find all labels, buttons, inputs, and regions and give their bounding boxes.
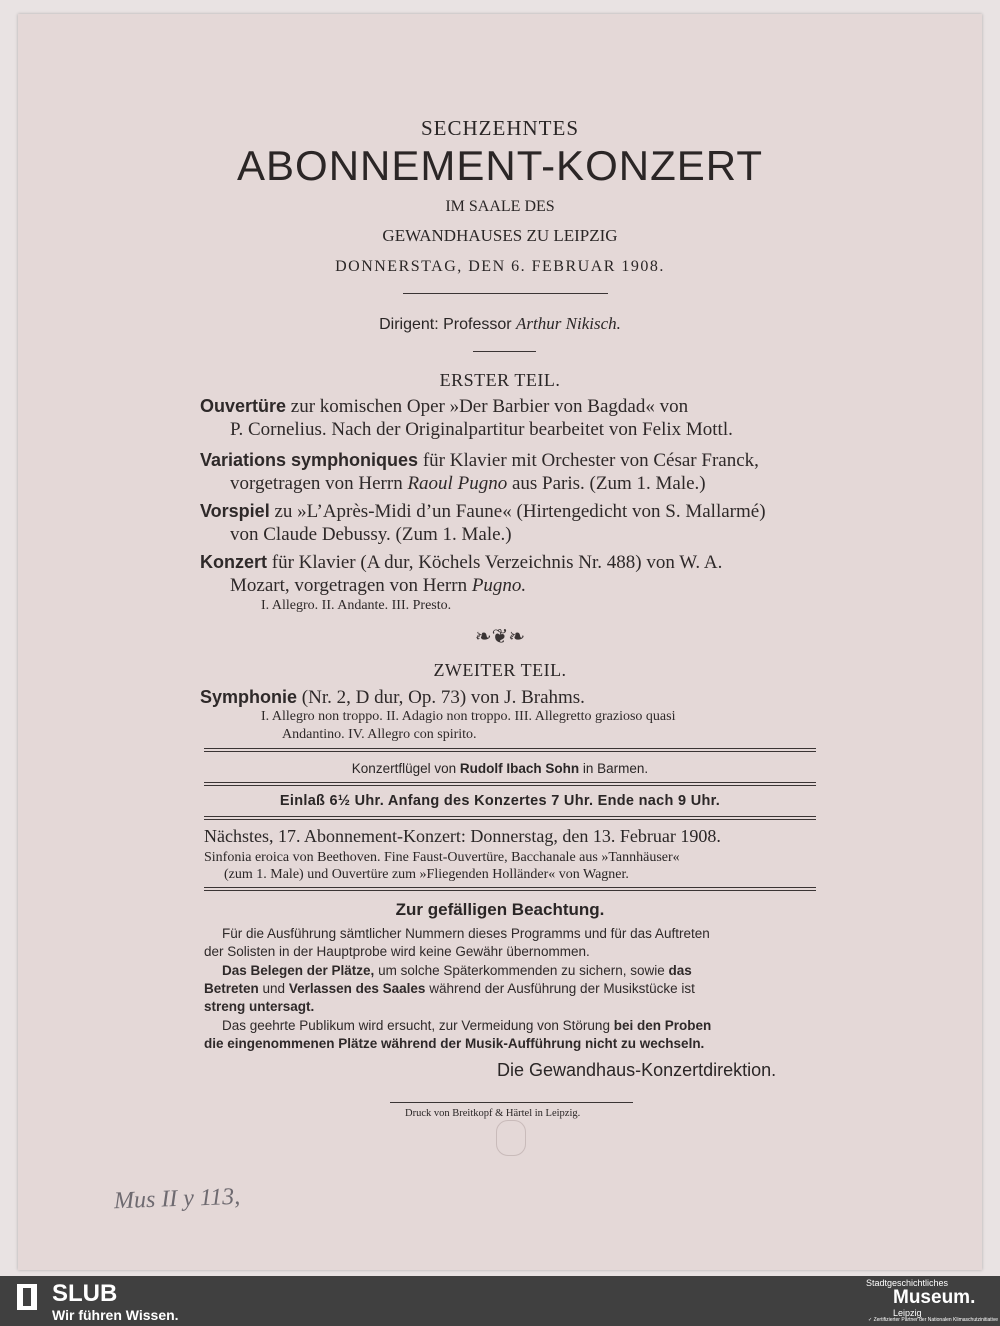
double-rule (204, 748, 816, 752)
next-concert-program: Sinfonia eroica von Beethoven. Fine Faust-Ouvertüre, Bacchanale aus »Tannhäuser« (204, 850, 680, 865)
header-title: ABONNEMENT-KONZERT (237, 142, 763, 189)
item-head: Ouvertüre (200, 396, 287, 416)
museum-partner-note: ✓ Zertifizierter Partner der Nationalen Klimaschutzinitiative (868, 1317, 999, 1323)
signature: Die Gewandhaus-Konzertdirektion. (497, 1060, 777, 1080)
piano-pre: Konzertflügel von (351, 761, 457, 776)
item-text: aus Paris. (Zum 1. Male.) (511, 473, 706, 494)
handwritten-shelfmark: Mus II y 113, (113, 1183, 241, 1215)
conductor-line (18, 314, 982, 334)
double-rule (204, 887, 816, 891)
soloist-name: Raoul Pugno (407, 473, 508, 494)
program-item-overture (200, 395, 816, 441)
movements-list: I. Allegro non troppo. II. Adagio non troppo. III. Allegretto grazioso quasi (261, 709, 676, 724)
notice-text: um solche Späterkommenden zu sichern, sowie (378, 963, 665, 978)
notice-bold: die eingenommenen Plätze während der Musik-Aufführung nicht zu wechseln. (204, 1036, 705, 1051)
notice-bold: das (668, 963, 692, 978)
movements-list: Andantino. IV. Allegro con spirito. (282, 727, 477, 742)
soloist-name: Pugno. (471, 575, 527, 596)
item-head: Variations symphoniques (200, 450, 419, 470)
conductor-label: Dirigent: (379, 316, 439, 333)
notice-paragraph (204, 925, 818, 961)
museum-label: Stadtgeschichtliches (866, 1278, 949, 1288)
notice-text: Für die Ausführung sämtlicher Nummern dieses Programms und für das Auftreten (222, 926, 710, 941)
double-rule (204, 782, 816, 786)
printer-line: Druck von Breitkopf & Härtel in Leipzig. (405, 1108, 581, 1119)
program-item-concerto (200, 551, 816, 597)
notice-paragraph (204, 962, 818, 1016)
notice-heading: Zur gefälligen Beachtung. (395, 900, 605, 919)
notice-bold: Verlassen des Saales (288, 981, 426, 996)
notice-bold: Betreten (204, 981, 259, 996)
item-text: zur komischen Oper »Der Barbier von Bagdad« von (290, 396, 689, 417)
piano-post: in Barmen. (582, 761, 649, 776)
part1-heading: ERSTER TEIL. (439, 370, 561, 390)
divider (473, 351, 536, 352)
notice-paragraph (204, 1017, 818, 1053)
museum-name: Museum. (893, 1287, 976, 1308)
program-item-variations (200, 449, 816, 495)
slub-name: SLUB (52, 1280, 118, 1307)
program-item-prelude (200, 500, 816, 546)
double-rule (204, 816, 816, 820)
item-text: vorgetragen von Herrn (230, 473, 403, 494)
item-text: zu »L’Après-Midi d’un Faune« (Hirtengedicht von S. Mallarmé) (274, 501, 766, 522)
notice-text: Das geehrte Publikum wird ersucht, zur Vermeidung von Störung (222, 1018, 610, 1033)
slub-logo-icon (17, 1284, 37, 1310)
divider (403, 293, 608, 294)
conductor-title: Professor (443, 316, 512, 333)
program-item-symphony (200, 686, 816, 709)
header-venue-line1: IM SAALE DES (445, 198, 555, 215)
item-text: von Claude Debussy. (Zum 1. Male.) (230, 524, 512, 545)
divider (390, 1102, 633, 1103)
piano-line (18, 761, 982, 776)
conductor-name: Arthur Nikisch. (516, 314, 621, 333)
item-head: Symphonie (200, 687, 298, 707)
header-ordinal: SECHZEHNTES (421, 116, 579, 140)
next-concert-program: (zum 1. Male) und Ouvertüre zum »Fliegenden Holländer« von Wagner. (224, 867, 629, 882)
item-head: Vorspiel (200, 501, 270, 521)
slub-tagline: Wir führen Wissen. (52, 1307, 179, 1323)
footer-bar (0, 1276, 1000, 1326)
part2-heading: ZWEITER TEIL. (433, 660, 567, 680)
item-text: für Klavier mit Orchester von César Franck, (422, 450, 759, 471)
notice-text: und (262, 981, 286, 996)
concert-program-page (18, 14, 982, 1270)
notice-text: der Solisten in der Hauptprobe wird keine Gewähr übernommen. (204, 944, 590, 959)
item-text: (Nr. 2, D dur, Op. 73) von J. Brahms. (301, 687, 585, 708)
piano-maker: Rudolf Ibach Sohn (459, 761, 580, 776)
museum-city: Leipzig (893, 1308, 922, 1318)
times-line: Einlaß 6½ Uhr. Anfang des Konzertes 7 Uhr. Ende nach 9 Uhr. (279, 793, 721, 809)
notice-text: während der Ausführung der Musikstücke ist (429, 981, 695, 996)
item-head: Konzert (200, 552, 267, 572)
notice-bold: Das Belegen der Plätze, (222, 963, 375, 978)
movements-list: I. Allegro. II. Andante. III. Presto. (261, 598, 452, 613)
item-text: für Klavier (A dur, Köchels Verzeichnis Nr. 488) von W. A. (271, 552, 723, 573)
item-text: P. Cornelius. Nach der Originalpartitur bearbeitet von Felix Mottl. (230, 419, 733, 440)
item-text: Mozart, vorgetragen von Herrn (230, 575, 468, 596)
ornament-icon: ❧❦❧ (474, 624, 526, 648)
stamp-mark (496, 1120, 526, 1156)
notice-bold: bei den Proben (613, 1018, 712, 1033)
notice-bold: streng untersagt. (204, 999, 315, 1014)
next-concert-line: Nächstes, 17. Abonnement-Konzert: Donnerstag, den 13. Februar 1908. (204, 826, 721, 846)
header-venue-line2: GEWANDHAUSES ZU LEIPZIG (382, 226, 618, 245)
header-date: DONNERSTAG, DEN 6. FEBRUAR 1908. (335, 258, 665, 275)
